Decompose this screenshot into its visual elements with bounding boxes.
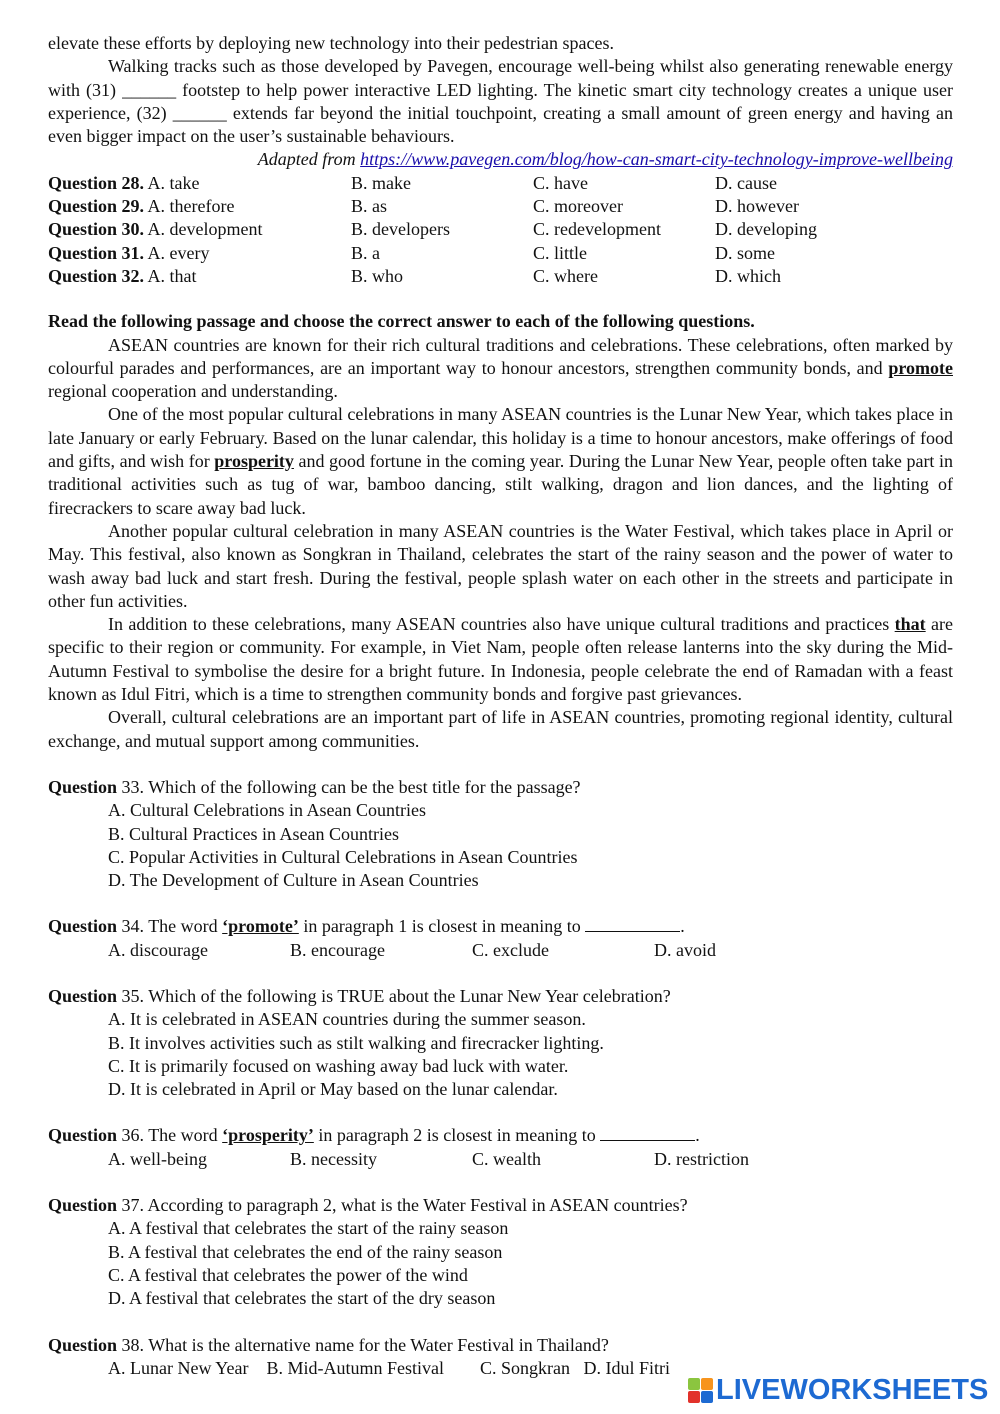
option-d[interactable]: D. cause bbox=[715, 172, 777, 193]
option-b[interactable]: B. developers bbox=[351, 219, 450, 240]
answer-blank[interactable] bbox=[600, 1125, 695, 1141]
option-c[interactable]: C. moreover bbox=[533, 196, 623, 217]
key-word-quoted bbox=[222, 1125, 314, 1145]
worksheet-page bbox=[48, 32, 953, 1380]
passage-paragraph-4 bbox=[48, 613, 953, 706]
question-stem bbox=[48, 776, 953, 799]
option-c[interactable]: C. It is primarily focused on washing away bad luck with water. bbox=[108, 1055, 569, 1076]
p1-text: ASEAN countries are known for their rich cultural traditions and celebrations. These celebrations, often marked by colourful parades and performances, are an important way to honour ancestors, strengthen community bonds, and bbox=[48, 334, 953, 378]
key-word: ‘prosperity’ bbox=[222, 1125, 314, 1146]
logo-square-blue bbox=[701, 1391, 713, 1403]
option-a[interactable]: A. It is celebrated in ASEAN countries during the summer season. bbox=[108, 1009, 586, 1030]
key-word-that: that bbox=[894, 614, 926, 635]
option-b[interactable]: B. Mid-Autumn Festival bbox=[266, 1357, 444, 1378]
option-b[interactable]: B. Cultural Practices in Asean Countries bbox=[108, 823, 399, 844]
question-word: Question bbox=[48, 1334, 118, 1355]
option-b[interactable]: B. It involves activities such as stilt walking and firecracker lighting. bbox=[108, 1032, 604, 1053]
option-a[interactable]: A. therefore bbox=[147, 196, 235, 217]
option-d[interactable]: D. developing bbox=[715, 219, 817, 240]
option-a[interactable]: A. development bbox=[147, 219, 263, 240]
question-stem bbox=[48, 1124, 953, 1147]
cloze-q29 bbox=[48, 195, 351, 218]
option-c[interactable]: C. exclude bbox=[472, 939, 549, 960]
passage-paragraph-1 bbox=[48, 334, 953, 404]
option-d[interactable]: D. It is celebrated in April or May based on the lunar calendar. bbox=[108, 1079, 558, 1100]
option-d[interactable]: D. however bbox=[715, 196, 799, 217]
option-c[interactable]: C. little bbox=[533, 242, 587, 263]
logo-square-orange bbox=[701, 1378, 713, 1390]
stem-period: . bbox=[695, 1125, 700, 1146]
liveworksheets-logo-icon bbox=[688, 1376, 714, 1406]
question-word: Question bbox=[48, 916, 118, 937]
option-d[interactable]: D. restriction bbox=[654, 1148, 749, 1169]
p4-text: In addition to these celebrations, many ASEAN countries also have unique cultural traditions and practices bbox=[108, 614, 895, 635]
question-37 bbox=[48, 1194, 953, 1310]
cloze-label: Question 32. bbox=[48, 265, 145, 286]
option-b[interactable]: B. a bbox=[351, 242, 380, 263]
option-a[interactable]: A. A festival that celebrates the start of the rainy season bbox=[108, 1218, 509, 1239]
source-line bbox=[48, 148, 953, 171]
question-word: Question bbox=[48, 1125, 118, 1146]
option-c[interactable]: C. redevelopment bbox=[533, 219, 661, 240]
passage-paragraph-2 bbox=[48, 403, 953, 519]
option-a[interactable]: A. well-being bbox=[108, 1148, 207, 1169]
stem-text: 34. The word bbox=[117, 916, 223, 937]
p1-text-end: regional cooperation and understanding. bbox=[48, 381, 338, 402]
question-stem bbox=[48, 1334, 953, 1357]
option-d[interactable]: D. The Development of Culture in Asean Countries bbox=[108, 870, 479, 891]
passage-paragraph-5: Overall, cultural celebrations are an important part of life in ASEAN countries, promoting regional identity, cultural exchange, and mutual support among communities. bbox=[48, 707, 953, 751]
key-word-quoted bbox=[222, 916, 299, 936]
options-row bbox=[48, 1148, 953, 1171]
question-stem bbox=[48, 985, 953, 1008]
cloze-q28 bbox=[48, 172, 351, 195]
key-word: ‘promote’ bbox=[222, 916, 299, 937]
cloze-questions bbox=[48, 172, 953, 288]
stem-text: 36. The word bbox=[117, 1125, 223, 1146]
cloze-q31 bbox=[48, 242, 351, 265]
cloze-q32 bbox=[48, 265, 351, 288]
cloze-label: Question 28. bbox=[48, 172, 145, 193]
stem-text-end: in paragraph 1 is closest in meaning to bbox=[298, 916, 586, 937]
option-b[interactable]: B. as bbox=[351, 196, 387, 217]
stem-text: 35. Which of the following is TRUE about the Lunar New Year celebration? bbox=[117, 985, 671, 1006]
question-word: Question bbox=[48, 1195, 118, 1216]
liveworksheets-logo bbox=[688, 1374, 990, 1408]
logo-square-green bbox=[688, 1378, 700, 1390]
option-c[interactable]: C. where bbox=[533, 265, 598, 286]
option-c[interactable]: C. have bbox=[533, 172, 588, 193]
logo-square-red bbox=[688, 1391, 700, 1403]
question-word: Question bbox=[48, 985, 118, 1006]
stem-text: 38. What is the alternative name for the Water Festival in Thailand? bbox=[117, 1334, 609, 1355]
stem-text: 33. Which of the following can be the best title for the passage? bbox=[117, 776, 581, 797]
paragraph-walking-tracks: Walking tracks such as those developed by Pavegen, encourage well-being whilst also generating renewable energy with (31) ______ footstep to help power interactive LED lighting. The kinetic smart city technology creates a unique user experience, (32) ______ extends far beyond the initial touchpoint, creating a small amount of green energy and having an even bigger impact on the user’s sustainable behaviours. bbox=[48, 56, 953, 147]
intro-line: elevate these efforts by deploying new technology into their pedestrian spaces. bbox=[48, 33, 614, 53]
option-c[interactable]: C. Songkran bbox=[479, 1357, 570, 1378]
cloze-label: Question 30. bbox=[48, 219, 145, 240]
option-c[interactable]: C. wealth bbox=[472, 1148, 541, 1169]
option-a[interactable]: A. every bbox=[147, 242, 210, 263]
option-d[interactable]: D. some bbox=[715, 242, 775, 263]
question-stem bbox=[48, 1194, 953, 1217]
options-row bbox=[48, 939, 953, 962]
option-d[interactable]: D. which bbox=[715, 265, 781, 286]
cloze-label: Question 29. bbox=[48, 196, 145, 217]
key-word-prosperity: prosperity bbox=[214, 451, 294, 472]
question-35 bbox=[48, 985, 953, 1101]
question-33 bbox=[48, 776, 953, 892]
liveworksheets-logo-text: LIVEWORKSHEETS bbox=[716, 1374, 989, 1407]
option-a[interactable]: A. discourage bbox=[108, 939, 208, 960]
source-link[interactable]: https://www.pavegen.com/blog/how-can-smart-city-technology-improve-wellbeing bbox=[360, 149, 953, 170]
p2-text-end: and good fortune in the coming year. During the Lunar New Year, people often take part in traditional activities such as tug of war, bamboo dancing, stilt walking, dragon and lion dances, and the lighting of firecrackers to scare away bad luck. bbox=[48, 451, 953, 518]
option-a[interactable]: A. Lunar New Year bbox=[108, 1357, 249, 1378]
question-36 bbox=[48, 1124, 953, 1171]
answer-blank[interactable] bbox=[585, 916, 680, 932]
question-word: Question bbox=[48, 776, 118, 797]
question-stem bbox=[48, 915, 953, 938]
option-b[interactable]: B. make bbox=[351, 172, 411, 193]
option-a[interactable]: A. that bbox=[147, 265, 197, 286]
p2-text: One of the most popular cultural celebrations in many ASEAN countries is the Lunar New Year, which takes place in late January or early February. Based on the lunar calendar, this holiday is a time to honour ancestors, make offerings of food and gifts, and wish for bbox=[48, 404, 953, 472]
option-d[interactable]: D. avoid bbox=[654, 939, 716, 960]
cloze-q30 bbox=[48, 218, 351, 241]
option-c[interactable]: C. A festival that celebrates the power of the wind bbox=[108, 1264, 468, 1285]
stem-period: . bbox=[680, 916, 685, 937]
key-word-promote: promote bbox=[888, 357, 953, 378]
option-b[interactable]: B. necessity bbox=[290, 1148, 377, 1169]
option-d[interactable]: D. A festival that celebrates the start of the dry season bbox=[108, 1288, 496, 1309]
cloze-label: Question 31. bbox=[48, 242, 145, 263]
option-a[interactable]: A. take bbox=[147, 172, 200, 193]
stem-text-end: in paragraph 2 is closest in meaning to bbox=[313, 1125, 601, 1146]
stem-text: 37. According to paragraph 2, what is the Water Festival in ASEAN countries? bbox=[117, 1195, 688, 1216]
option-b[interactable]: B. who bbox=[351, 265, 404, 286]
question-34 bbox=[48, 915, 953, 962]
option-b[interactable]: B. encourage bbox=[290, 939, 385, 960]
passage-paragraph-3: Another popular cultural celebration in many ASEAN countries is the Water Festival, which takes place in April or May. This festival, also known as Songkran in Thailand, celebrates the start of the rainy season and the power of water to wash away bad luck and start fresh. During the festival, people splash water on each other in the streets and participate in other fun activities. bbox=[48, 520, 953, 611]
option-d[interactable]: D. Idul Fitri bbox=[583, 1357, 670, 1378]
p4-text-end: are specific to their region or community. For example, in Viet Nam, people often release lanterns into the sky during the Mid-Autumn Festival to symbolise the desire for a bright future. In Indonesia, people celebrate the end of Ramadan with a feast known as Idul Fitri, which is a time to strengthen community bonds and forgive past grievances. bbox=[48, 614, 953, 705]
option-b[interactable]: B. A festival that celebrates the end of the rainy season bbox=[108, 1241, 503, 1262]
reading-heading: Read the following passage and choose the correct answer to each of the following questions. bbox=[48, 311, 755, 332]
option-c[interactable]: C. Popular Activities in Cultural Celebrations in Asean Countries bbox=[108, 846, 578, 867]
option-a[interactable]: A. Cultural Celebrations in Asean Countries bbox=[108, 800, 426, 821]
source-prefix: Adapted from bbox=[257, 149, 361, 170]
